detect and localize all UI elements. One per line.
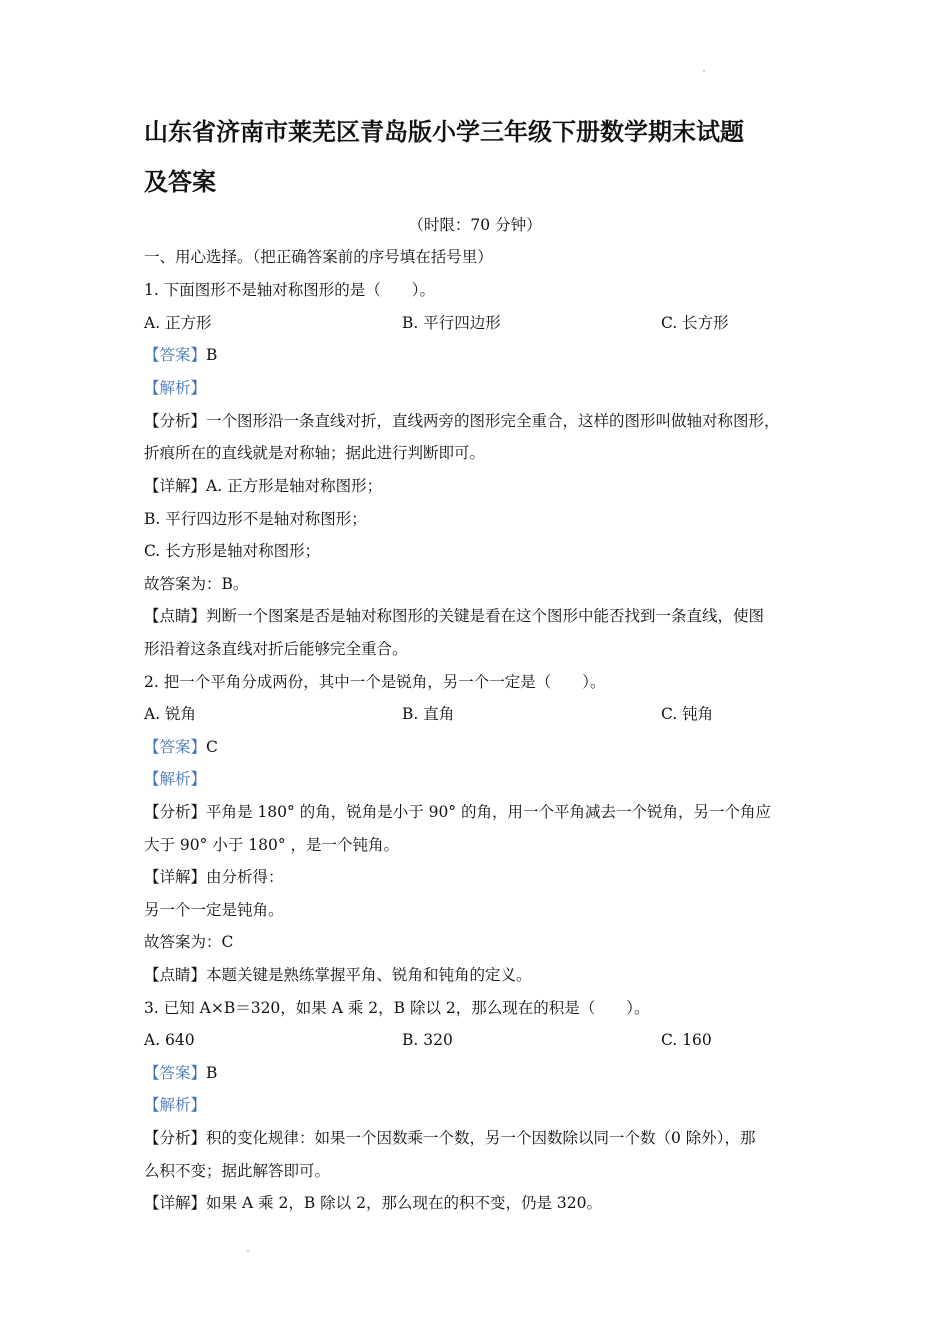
question-2-fenxi-cont: 大于 90° 小于 180° ，是一个钝角。 xyxy=(144,836,400,854)
fenxi-text: 一个图形沿一条直线对折，直线两旁的图形完全重合，这样的图形叫做轴对称图形， xyxy=(206,412,780,430)
question-3-fenxi xyxy=(144,1127,756,1149)
question-3-answer xyxy=(144,1062,217,1084)
xiangjie-text: 如果 A 乘 2，B 除以 2，那么现在的积不变，仍是 320。 xyxy=(206,1194,602,1212)
time-limit: （时限：70 分钟） xyxy=(408,216,542,234)
answer-label: 【答案】 xyxy=(144,1064,207,1082)
xiangjie-label: 【详解】 xyxy=(144,1194,207,1212)
question-2-xiangjie-2: 另一个一定是钝角。 xyxy=(144,901,284,919)
question-2-stem: 2. 把一个平角分成两份，其中一个是锐角，另一个一定是（ ）。 xyxy=(144,673,606,691)
question-3-option-b: B. 320 xyxy=(402,1031,453,1049)
question-1-xiangjie-2: B. 平行四边形不是轴对称图形； xyxy=(144,510,367,528)
scan-speck xyxy=(247,1250,249,1252)
dianjing-label: 【点睛】 xyxy=(144,607,207,625)
question-3-option-a: A. 640 xyxy=(144,1031,195,1049)
question-1-fenxi-cont: 折痕所在的直线就是对称轴；据此进行判断即可。 xyxy=(144,444,486,462)
fenxi-label: 【分析】 xyxy=(144,1129,207,1147)
question-3-analysis-label: 【解析】 xyxy=(144,1096,207,1114)
question-1-option-c: C. 长方形 xyxy=(661,314,729,332)
question-1-xiangjie-3: C. 长方形是轴对称图形； xyxy=(144,542,321,560)
question-2-xiangjie xyxy=(144,866,284,888)
answer-value: C xyxy=(206,738,218,756)
document-title-line-2: 及答案 xyxy=(144,168,216,196)
question-2-analysis-label: 【解析】 xyxy=(144,770,207,788)
answer-label: 【答案】 xyxy=(144,738,207,756)
question-1-fenxi xyxy=(144,410,780,432)
fenxi-label: 【分析】 xyxy=(144,412,207,430)
document-title-line-1: 山东省济南市莱芜区青岛版小学三年级下册数学期末试题 xyxy=(144,118,744,146)
xiangjie-text: 由分析得： xyxy=(206,868,284,886)
question-1-option-a: A. 正方形 xyxy=(144,314,212,332)
answer-value: B xyxy=(206,1064,218,1082)
dianjing-label: 【点睛】 xyxy=(144,966,207,984)
question-1-dianjing-cont: 形沿着这条直线对折后能够完全重合。 xyxy=(144,640,408,658)
fenxi-label: 【分析】 xyxy=(144,803,207,821)
question-3-stem: 3. 已知 A×B＝320，如果 A 乘 2，B 除以 2，那么现在的积是（ ）。 xyxy=(144,999,650,1017)
fenxi-text: 平角是 180° 的角，锐角是小于 90° 的角，用一个平角减去一个锐角，另一个角应 xyxy=(206,803,772,821)
question-1-answer xyxy=(144,344,217,366)
scan-speck xyxy=(703,70,705,72)
question-1-conclusion: 故答案为：B。 xyxy=(144,575,249,593)
question-2-option-b: B. 直角 xyxy=(402,705,455,723)
question-2-conclusion: 故答案为：C xyxy=(144,933,234,951)
fenxi-text: 积的变化规律：如果一个因数乘一个数，另一个因数除以同一个数（0 除外），那 xyxy=(206,1129,756,1147)
section-heading: 一、用心选择。（把正确答案前的序号填在括号里） xyxy=(144,248,493,266)
question-2-option-a: A. 锐角 xyxy=(144,705,197,723)
question-2-option-c: C. 钝角 xyxy=(661,705,714,723)
xiangjie-text: A. 正方形是轴对称图形； xyxy=(206,477,383,495)
answer-value: B xyxy=(206,346,218,364)
dianjing-text: 本题关键是熟练掌握平角、锐角和钝角的定义。 xyxy=(206,966,532,984)
question-2-fenxi xyxy=(144,801,771,823)
xiangjie-label: 【详解】 xyxy=(144,477,207,495)
question-1-analysis-label: 【解析】 xyxy=(144,379,207,397)
question-1-xiangjie xyxy=(144,475,382,497)
question-1-stem: 1. 下面图形不是轴对称图形的是（ ）。 xyxy=(144,281,435,299)
answer-label: 【答案】 xyxy=(144,346,207,364)
question-2-dianjing xyxy=(144,964,532,986)
question-3-xiangjie xyxy=(144,1192,602,1214)
dianjing-text: 判断一个图案是否是轴对称图形的关键是看在这个图形中能否找到一条直线，使图 xyxy=(206,607,765,625)
question-1-dianjing xyxy=(144,605,764,627)
question-3-option-c: C. 160 xyxy=(661,1031,712,1049)
question-2-answer xyxy=(144,736,218,758)
question-1-option-b: B. 平行四边形 xyxy=(402,314,501,332)
question-3-fenxi-cont: 么积不变；据此解答即可。 xyxy=(144,1162,331,1180)
xiangjie-label: 【详解】 xyxy=(144,868,207,886)
